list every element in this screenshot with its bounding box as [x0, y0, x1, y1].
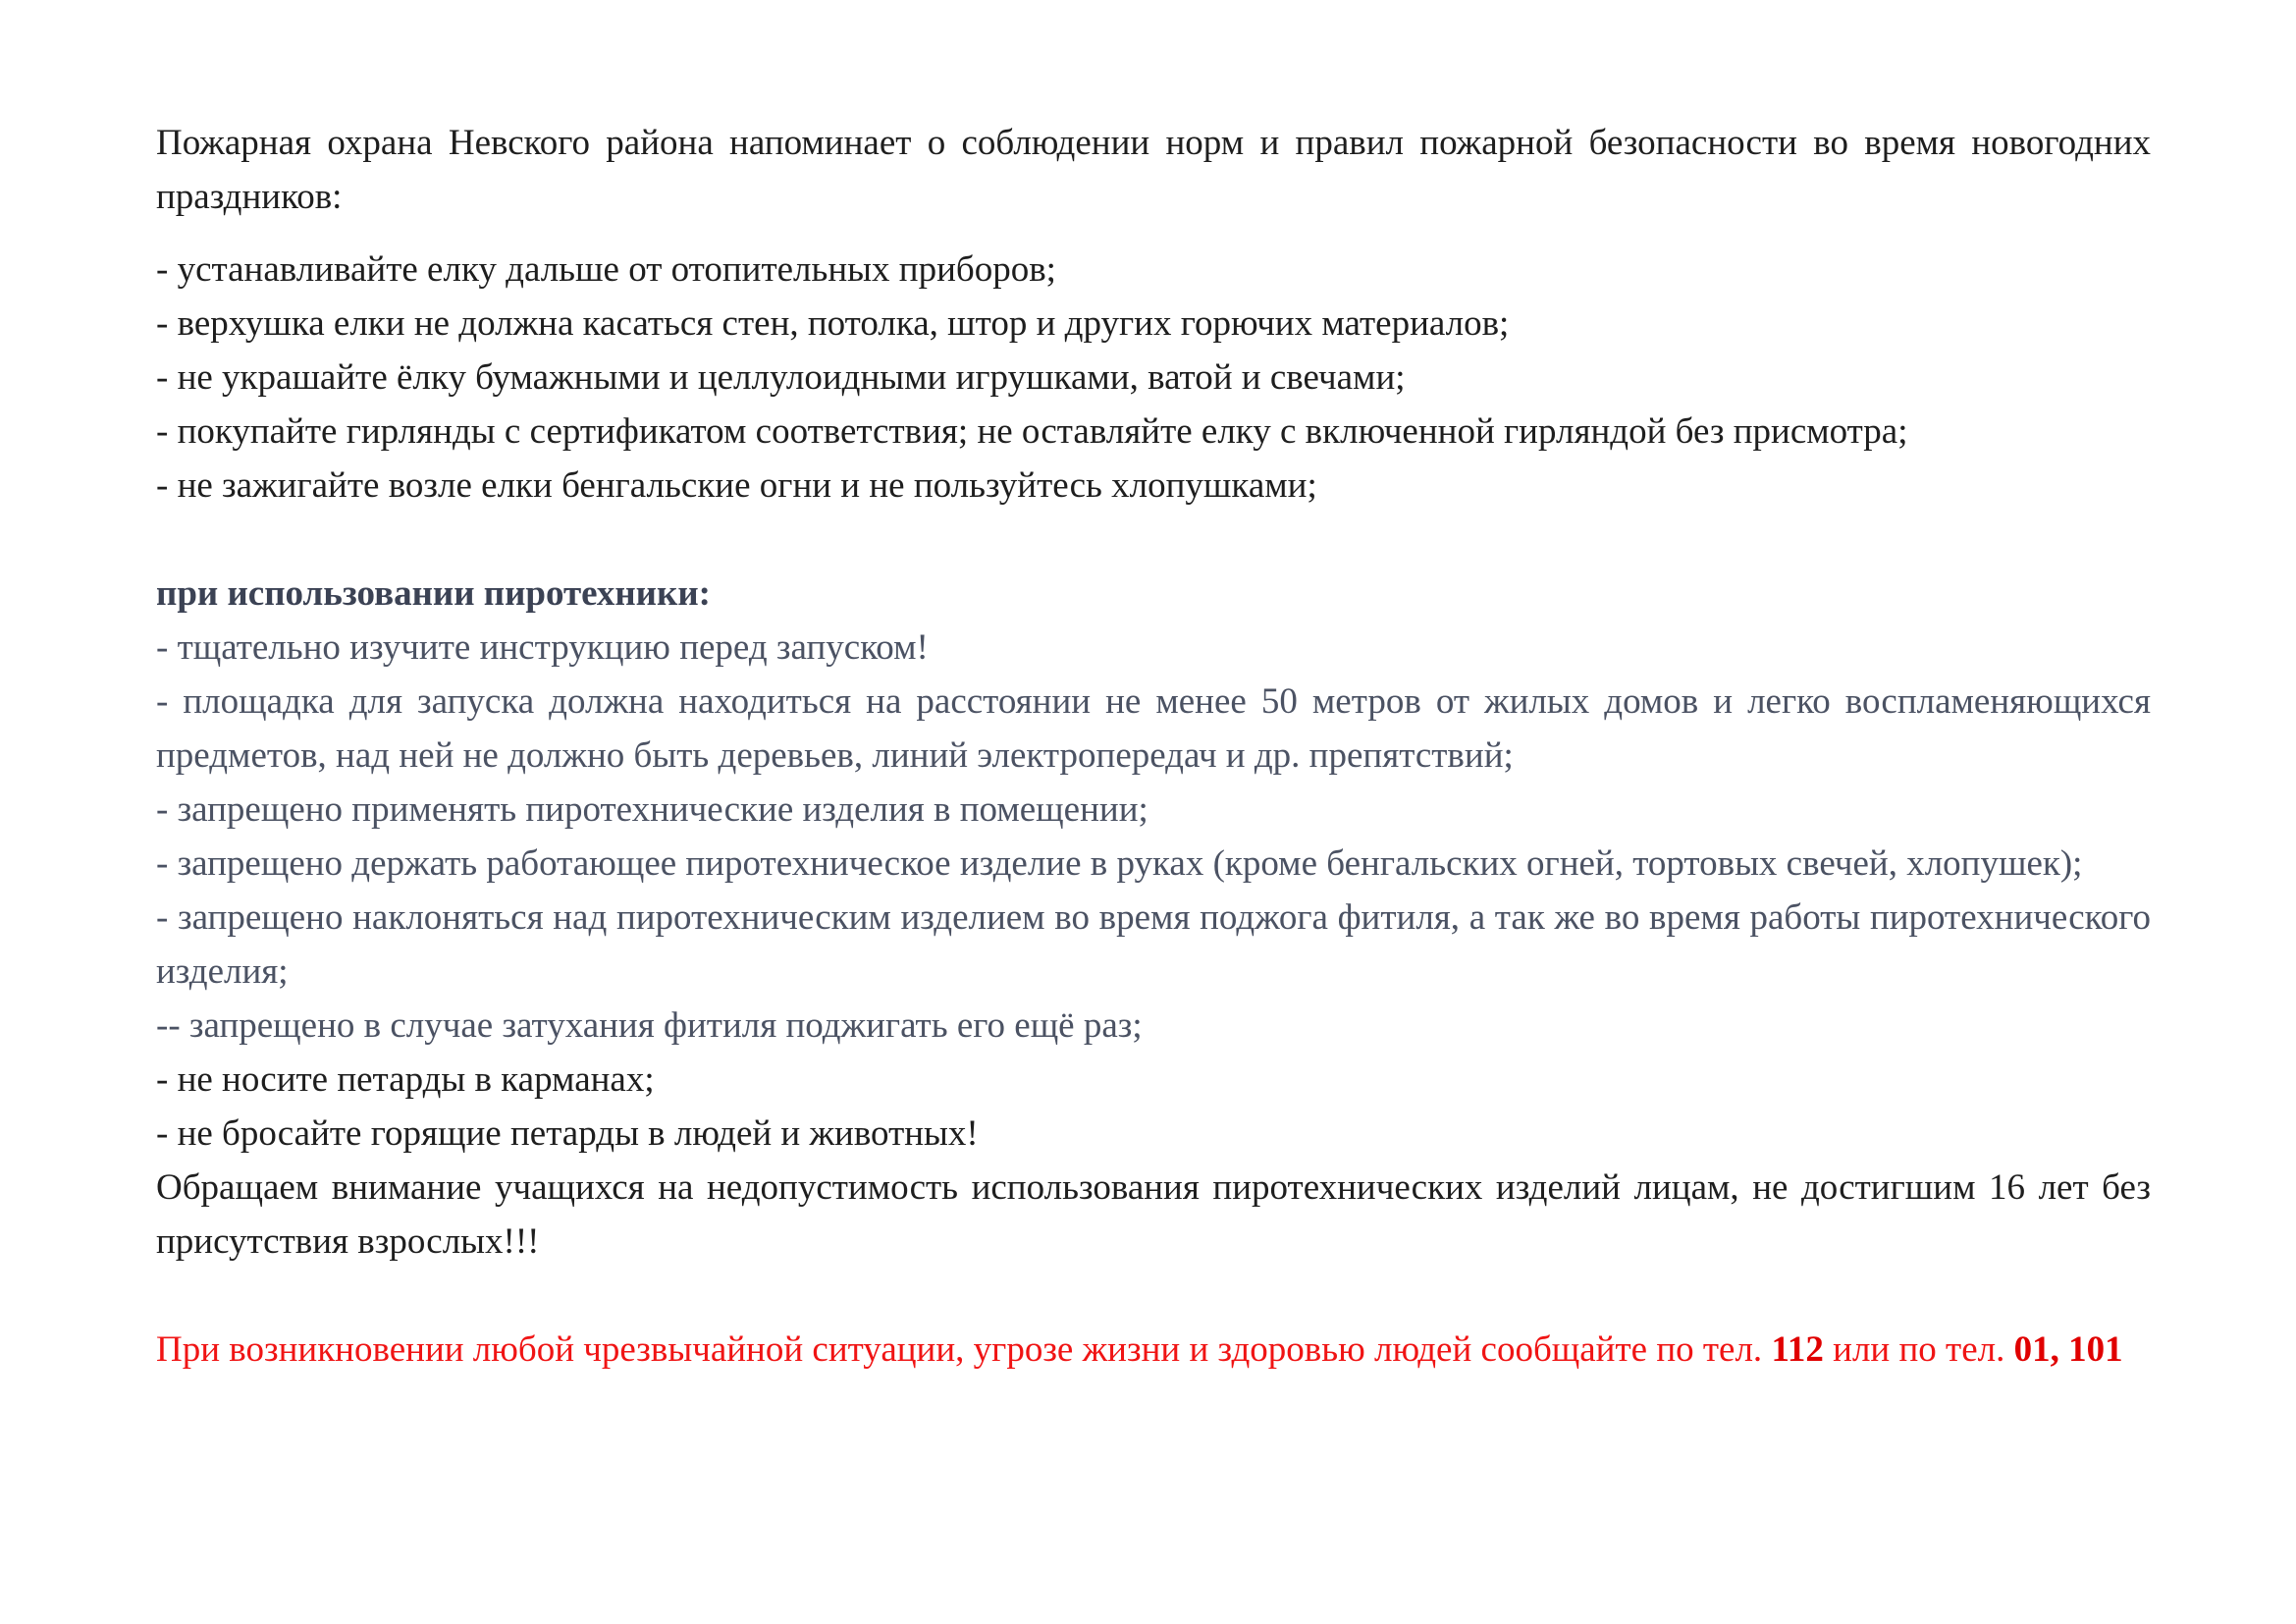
tree-rule-item: - устанавливайте елку дальше от отопительных приборов;	[156, 249, 1056, 290]
pyro-rule-item: - площадка для запуска должна находиться на расстоянии не менее 50 метров от жилых домов и легко воспламеняющихся предметов, над ней не должно быть деревьев, линий электропередач и др. препятствий;	[156, 681, 2151, 776]
pyro-heading: при использовании пиротехники:	[156, 573, 711, 614]
pyro-rule-item: - запрещено применять пиротехнические изделия в помещении;	[156, 789, 1148, 830]
emergency-text-middle: или по тел.	[1823, 1329, 2014, 1370]
intro-paragraph: Пожарная охрана Невского района напоминает о соблюдении норм и правил пожарной безопасности во время новогодних праздников:	[156, 123, 2151, 217]
general-rule-item: - не носите петарды в карманах;	[156, 1059, 655, 1100]
pyro-rule-item: - тщательно изучите инструкцию перед запуском!	[156, 627, 929, 668]
pyro-rule-item: -- запрещено в случае затухания фитиля поджигать его ещё раз;	[156, 1005, 1143, 1046]
tree-rule-item: - не украшайте ёлку бумажными и целлулоидными игрушками, ватой и свечами;	[156, 357, 1406, 398]
pyro-section	[156, 567, 2151, 1053]
tree-rule-item: - покупайте гирлянды с сертификатом соответствия; не оставляйте елку с включенной гирляндой без присмотра;	[156, 411, 1908, 452]
tree-rule-item: - верхушка елки не должна касаться стен, потолка, штор и других горючих материалов;	[156, 303, 1510, 344]
notice-paragraph: Обращаем внимание учащихся на недопустимость использования пиротехнических изделий лицам, не достигшим 16 лет без присутствия взрослых!!!	[156, 1167, 2151, 1262]
emergency-paragraph	[156, 1323, 2151, 1377]
tree-rules-list	[156, 243, 2151, 513]
emergency-text-before: При возникновении любой чрезвычайной ситуации, угрозе жизни и здоровью людей сообщайте по тел.	[156, 1329, 1772, 1370]
emergency-phone-main: 112	[1771, 1329, 1824, 1370]
general-rule-item: - не бросайте горящие петарды в людей и животных!	[156, 1113, 979, 1154]
emergency-phone-alt: 01, 101	[2013, 1329, 2123, 1370]
tree-rule-item: - не зажигайте возле елки бенгальские огни и не пользуйтесь хлопушками;	[156, 465, 1317, 506]
pyro-rule-item: - запрещено наклоняться над пиротехническим изделием во время поджога фитиля, а так же во время работы пиротехнического изделия;	[156, 897, 2151, 992]
general-rules-list	[156, 1053, 2151, 1161]
pyro-rule-item: - запрещено держать работающее пиротехническое изделие в руках (кроме бенгальских огней, тортовых свечей, хлопушек);	[156, 843, 2083, 884]
document-page	[156, 116, 2151, 1413]
